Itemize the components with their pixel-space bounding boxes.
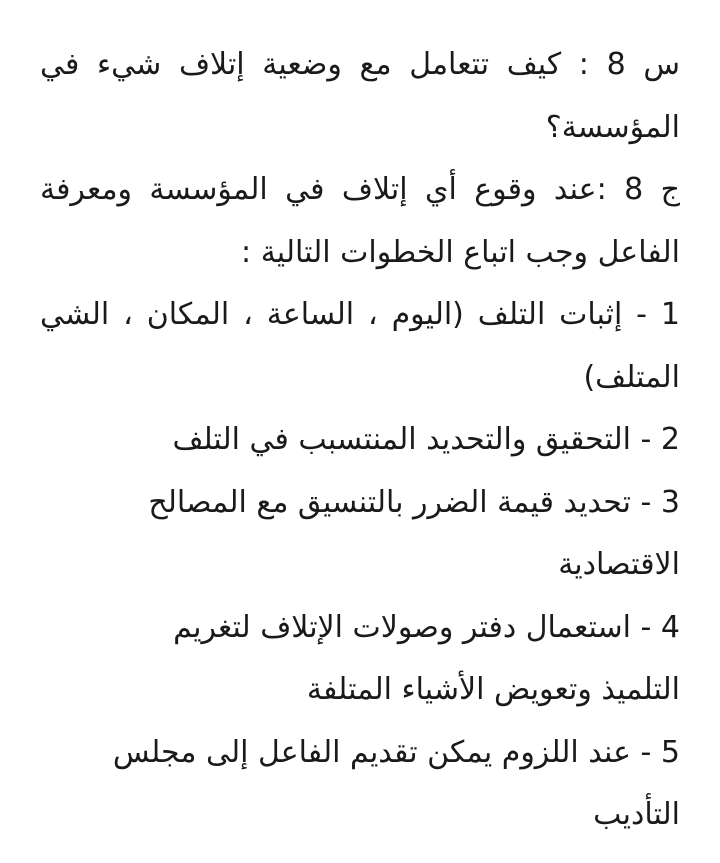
- step-3-line-1: 3 - تحديد قيمة الضرر بالتنسيق مع المصالح: [148, 484, 680, 520]
- step-4-line-2: التلميذ وتعويض الأشياء المتلفة: [306, 672, 680, 707]
- step-4-line-1: 4 - استعمال دفتر وصولات الإتلاف لتغريم: [173, 609, 680, 645]
- question-line-2: المؤسسة؟: [545, 109, 680, 145]
- question-line-1: س 8 : كيف تتعامل مع وضعية إتلاف شيء في: [40, 47, 680, 82]
- step-2-line: 2 - التحقيق والتحديد المنتسبب في التلف: [172, 422, 680, 457]
- step-5-line-1: 5 - عند اللزوم يمكن تقديم الفاعل إلى مجلس: [112, 734, 680, 770]
- step-1-line-2: المتلف): [583, 359, 680, 395]
- step-5-line-2: التأديب: [593, 797, 680, 832]
- step-1-line-1: 1 - إثبات التلف (اليوم ، الساعة ، المكان ، الشي: [40, 297, 680, 332]
- step-3-line-2: الاقتصادية: [558, 547, 680, 582]
- answer-line-2: الفاعل وجب اتباع الخطوات التالية :: [241, 234, 680, 270]
- answer-line-1: ج 8 :عند وقوع أي إتلاف في المؤسسة ومعرفة: [40, 172, 680, 207]
